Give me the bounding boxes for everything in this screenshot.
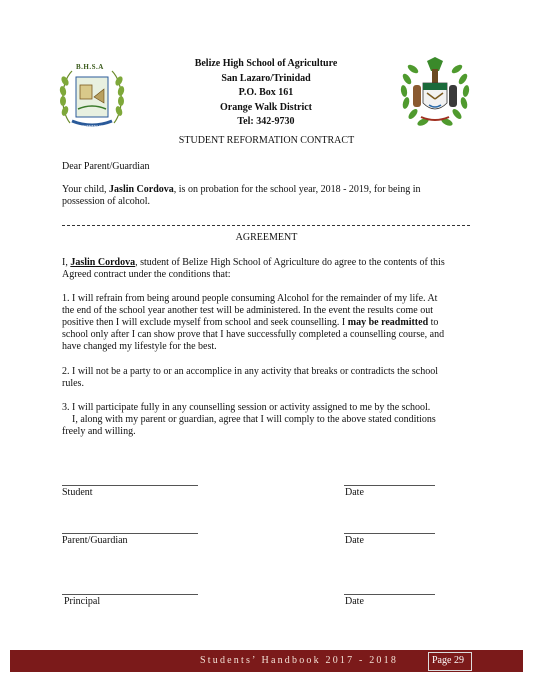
condition-1-line-2: the end of the school year another test will be administered. In the event the results come out [62,305,433,316]
condition-1-line-1: 1. I will refrain from being around people consuming Alcohol for the remainder of my life. At [62,293,438,304]
parent-date-line [344,533,435,534]
condition-text: to [428,317,439,328]
divider [62,225,470,226]
intro-line-2: possession of alcohol. [62,196,151,207]
condition-1-line-5: have changed my lifestyle for the best. [62,341,217,352]
student-name: Jaslin Cordova [109,184,174,195]
principal-date-line [344,594,435,595]
student-label: Student [62,487,93,498]
principal-label: Principal [64,596,101,607]
agreement-heading: AGREEMENT [235,232,298,243]
readmitted-emphasis: may be readmitted [347,317,429,328]
school-phone: Tel: 342-9730 [237,116,295,127]
belize-coat-of-arms [399,55,471,131]
condition-1-line-4: school only after I can show prove that I have successfully completed a counselling course, and [62,329,445,340]
condition-text: positive then I will exclude myself from school and seek counselling. I [62,317,348,328]
condition-3-line-2: I, along with my parent or guardian, agree that I will comply to the above stated conditions [72,414,436,425]
agreement-intro-line-1 [62,257,445,268]
salutation: Dear Parent/Guardian [62,161,150,172]
agreement-text: I, [62,257,71,268]
condition-2-line-2: rules. [62,378,84,389]
parent-signature-line [62,533,198,534]
student-signature-line [62,485,198,486]
condition-3-line-3: freely and willing. [62,426,136,437]
agreement-intro-line-2: Agreed contract under the conditions that: [62,269,231,280]
intro-text: , is on probation for the school year, 2018 - 2019, for being in [173,184,421,195]
school-district: Orange Walk District [219,101,313,113]
intro-line-1 [62,184,421,195]
student-date-label: Date [345,487,364,498]
principal-date-label: Date [345,596,364,607]
student-date-line [344,485,435,486]
condition-3-line-1: 3. I will participate fully in any counselling session or activity assigned to me by the school. [62,402,431,413]
parent-date-label: Date [345,535,364,546]
school-po-box: P.O. Box 161 [238,87,294,98]
principal-signature-line [62,594,198,595]
letterhead [150,57,382,130]
agreement-text: , student of Belize High School of Agriculture do agree to the contents of this [135,257,445,268]
school-name: Belize High School of Agriculture [194,58,338,69]
logo-lettering: B.H.S.A [76,63,104,71]
logo-motto: IMPROVEMENT THROUGH WORK [74,124,126,128]
parent-label: Parent/Guardian [62,535,128,546]
document-title: STUDENT REFORMATION CONTRACT [178,135,355,146]
student-name-signature: Jaslin Cordova [70,257,136,268]
condition-1-line-3 [62,317,438,328]
handbook-title: Students’ Handbook 2017 - 2018 [200,655,399,666]
page-number: Page 29 [432,655,464,666]
school-logo [56,61,128,131]
intro-text: Your child, [62,184,110,195]
school-location: San Lazaro/Trinidad [221,72,311,84]
condition-2-line-1: 2. I will not be a party to or an accomplice in any activity that breaks or contradicts the school [62,366,438,377]
